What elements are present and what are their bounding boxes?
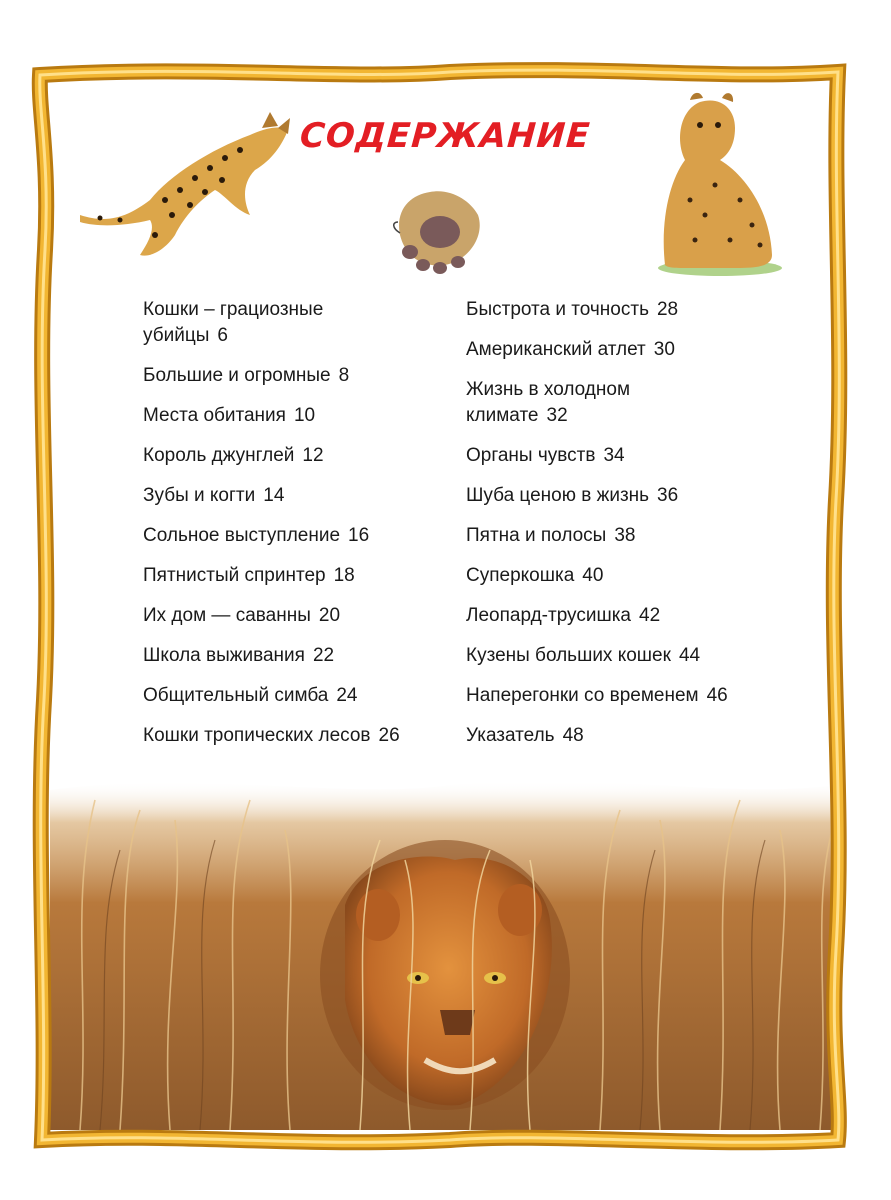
toc-item-page: 16 xyxy=(348,525,370,546)
toc-item-title: Наперегонки со временем xyxy=(466,685,699,706)
toc-item-title: Органы чувств xyxy=(466,445,596,466)
toc-item-title: Шуба ценою в жизнь xyxy=(466,485,650,506)
serval-image xyxy=(80,112,290,256)
toc-item[interactable] xyxy=(143,363,443,389)
toc-item[interactable] xyxy=(143,443,443,469)
toc-item-page: 34 xyxy=(603,445,625,466)
toc-item-title: Жизнь в холодном климате xyxy=(466,379,631,426)
toc-item-title: Американский атлет xyxy=(466,339,646,360)
toc-item-title: Король джунглей xyxy=(143,445,295,466)
toc-item-title: Зубы и когти xyxy=(143,485,256,506)
toc-item-page: 24 xyxy=(336,685,358,706)
toc-item[interactable] xyxy=(466,603,786,629)
toc-item[interactable] xyxy=(466,297,786,323)
toc-item-page: 10 xyxy=(293,405,316,426)
toc-item-page: 48 xyxy=(562,725,584,746)
toc-item[interactable] xyxy=(466,337,786,363)
toc-item[interactable] xyxy=(143,643,443,669)
paw-print-image xyxy=(394,191,480,274)
toc-item-title: Школа выживания xyxy=(143,645,305,666)
toc-item-page: 38 xyxy=(614,525,636,546)
toc-item-page: 42 xyxy=(639,605,661,626)
toc-item-title: Кошки тропических лесов xyxy=(143,725,371,746)
toc-item-page: 26 xyxy=(378,725,400,746)
toc-item-title: Леопард-трусишка xyxy=(466,605,631,626)
toc-item-title: Указатель xyxy=(466,725,555,746)
toc-left-column xyxy=(143,297,443,763)
toc-item[interactable] xyxy=(143,563,443,589)
toc-item-title: Пятна и полосы xyxy=(466,525,607,546)
toc-item-title: Пятнистый спринтер xyxy=(143,565,326,586)
toc-item[interactable] xyxy=(466,683,786,709)
toc-item-page: 6 xyxy=(217,325,228,346)
toc-right-column xyxy=(466,297,786,763)
toc-item[interactable] xyxy=(466,483,786,509)
toc-item-page: 18 xyxy=(333,565,355,586)
toc-item-page: 12 xyxy=(302,445,324,466)
cheetah-cub-image xyxy=(658,93,782,276)
toc-item-title: Большие и огромные xyxy=(143,365,331,386)
toc-item[interactable] xyxy=(466,443,786,469)
toc-item[interactable] xyxy=(143,603,443,629)
toc-item[interactable] xyxy=(143,403,443,429)
toc-item-page: 46 xyxy=(706,685,728,706)
toc-item-title: Кошки – грациозные убийцы xyxy=(143,299,324,346)
toc-item[interactable] xyxy=(143,483,443,509)
toc-item-title: Их дом — саванны xyxy=(143,605,311,626)
lion-in-grass-image xyxy=(50,781,838,1130)
toc-item-title: Кузены больших кошек xyxy=(466,645,671,666)
toc-item-page: 20 xyxy=(318,605,341,626)
toc-item-page: 30 xyxy=(653,339,675,360)
toc-item[interactable] xyxy=(466,523,786,549)
toc-item-page: 22 xyxy=(312,645,335,666)
toc-item-page: 14 xyxy=(263,485,285,506)
toc-item-page: 28 xyxy=(656,299,679,320)
toc-item-page: 44 xyxy=(678,645,701,666)
toc-item-title: Суперкошка xyxy=(466,565,575,586)
page-title: СОДЕРЖАНИЕ xyxy=(298,116,592,156)
toc-item-title: Общительный симба xyxy=(143,685,329,706)
toc-item-page: 8 xyxy=(338,365,350,386)
toc-item[interactable] xyxy=(466,377,686,429)
toc-item[interactable] xyxy=(466,723,786,749)
toc-item-page: 40 xyxy=(582,565,604,586)
toc-item-page: 32 xyxy=(546,405,568,426)
toc-item-page: 36 xyxy=(657,485,679,506)
toc-item[interactable] xyxy=(466,643,786,669)
toc-item[interactable] xyxy=(466,563,786,589)
toc-item-title: Быстрота и точность xyxy=(466,299,649,320)
toc-item[interactable] xyxy=(143,683,443,709)
toc-item-title: Места обитания xyxy=(143,405,286,426)
toc-item[interactable] xyxy=(143,723,443,749)
toc-item-title: Сольное выступление xyxy=(143,525,341,546)
toc-item[interactable] xyxy=(143,523,443,549)
toc-item[interactable] xyxy=(143,297,373,349)
